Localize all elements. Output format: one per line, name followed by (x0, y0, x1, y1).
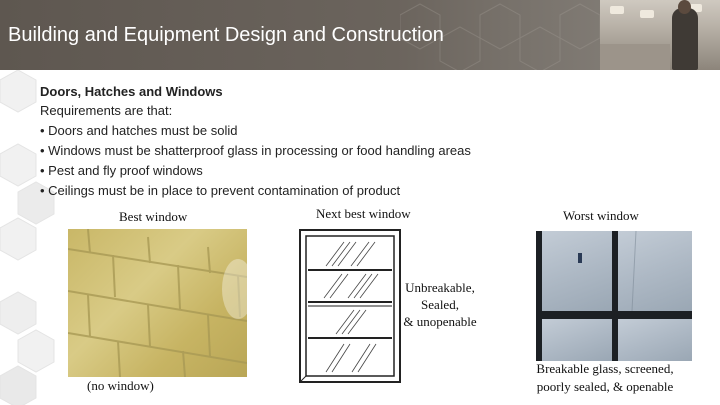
office-photo (600, 0, 720, 70)
bullet-item: • Windows must be shatterproof glass in processing or food handling areas (40, 143, 471, 158)
section-heading: Doors, Hatches and Windows (40, 84, 223, 99)
screened-window-photo (536, 231, 692, 361)
caption-line: & unopenable (403, 314, 477, 329)
best-window-label: Best window (119, 209, 188, 224)
intro-text: Requirements are that: (40, 103, 173, 118)
caption-line: Breakable glass, screened, (536, 361, 674, 376)
slide-title: Building and Equipment Design and Construction (8, 24, 444, 46)
slide-header (0, 0, 720, 70)
bullet-item: • Doors and hatches must be solid (40, 123, 238, 138)
worst-window-caption (522, 360, 688, 396)
worst-window-label: Worst window (563, 208, 639, 223)
person-figure (672, 8, 698, 70)
best-window-caption: (no window) (87, 378, 154, 393)
sealed-window-drawing (296, 226, 406, 386)
next-best-window-label: Next best window (316, 206, 411, 221)
caption-line: Unbreakable, (405, 280, 475, 295)
bullet-item: • Pest and fly proof windows (40, 163, 203, 178)
requirements-text (40, 82, 560, 201)
bullet-item: • Ceilings must be in place to prevent contamination of product (40, 183, 401, 198)
next-best-window-caption (400, 279, 480, 330)
caption-line: poorly sealed, & openable (536, 379, 674, 394)
caption-line: Sealed, (421, 297, 459, 312)
tile-wall-image (68, 229, 247, 377)
